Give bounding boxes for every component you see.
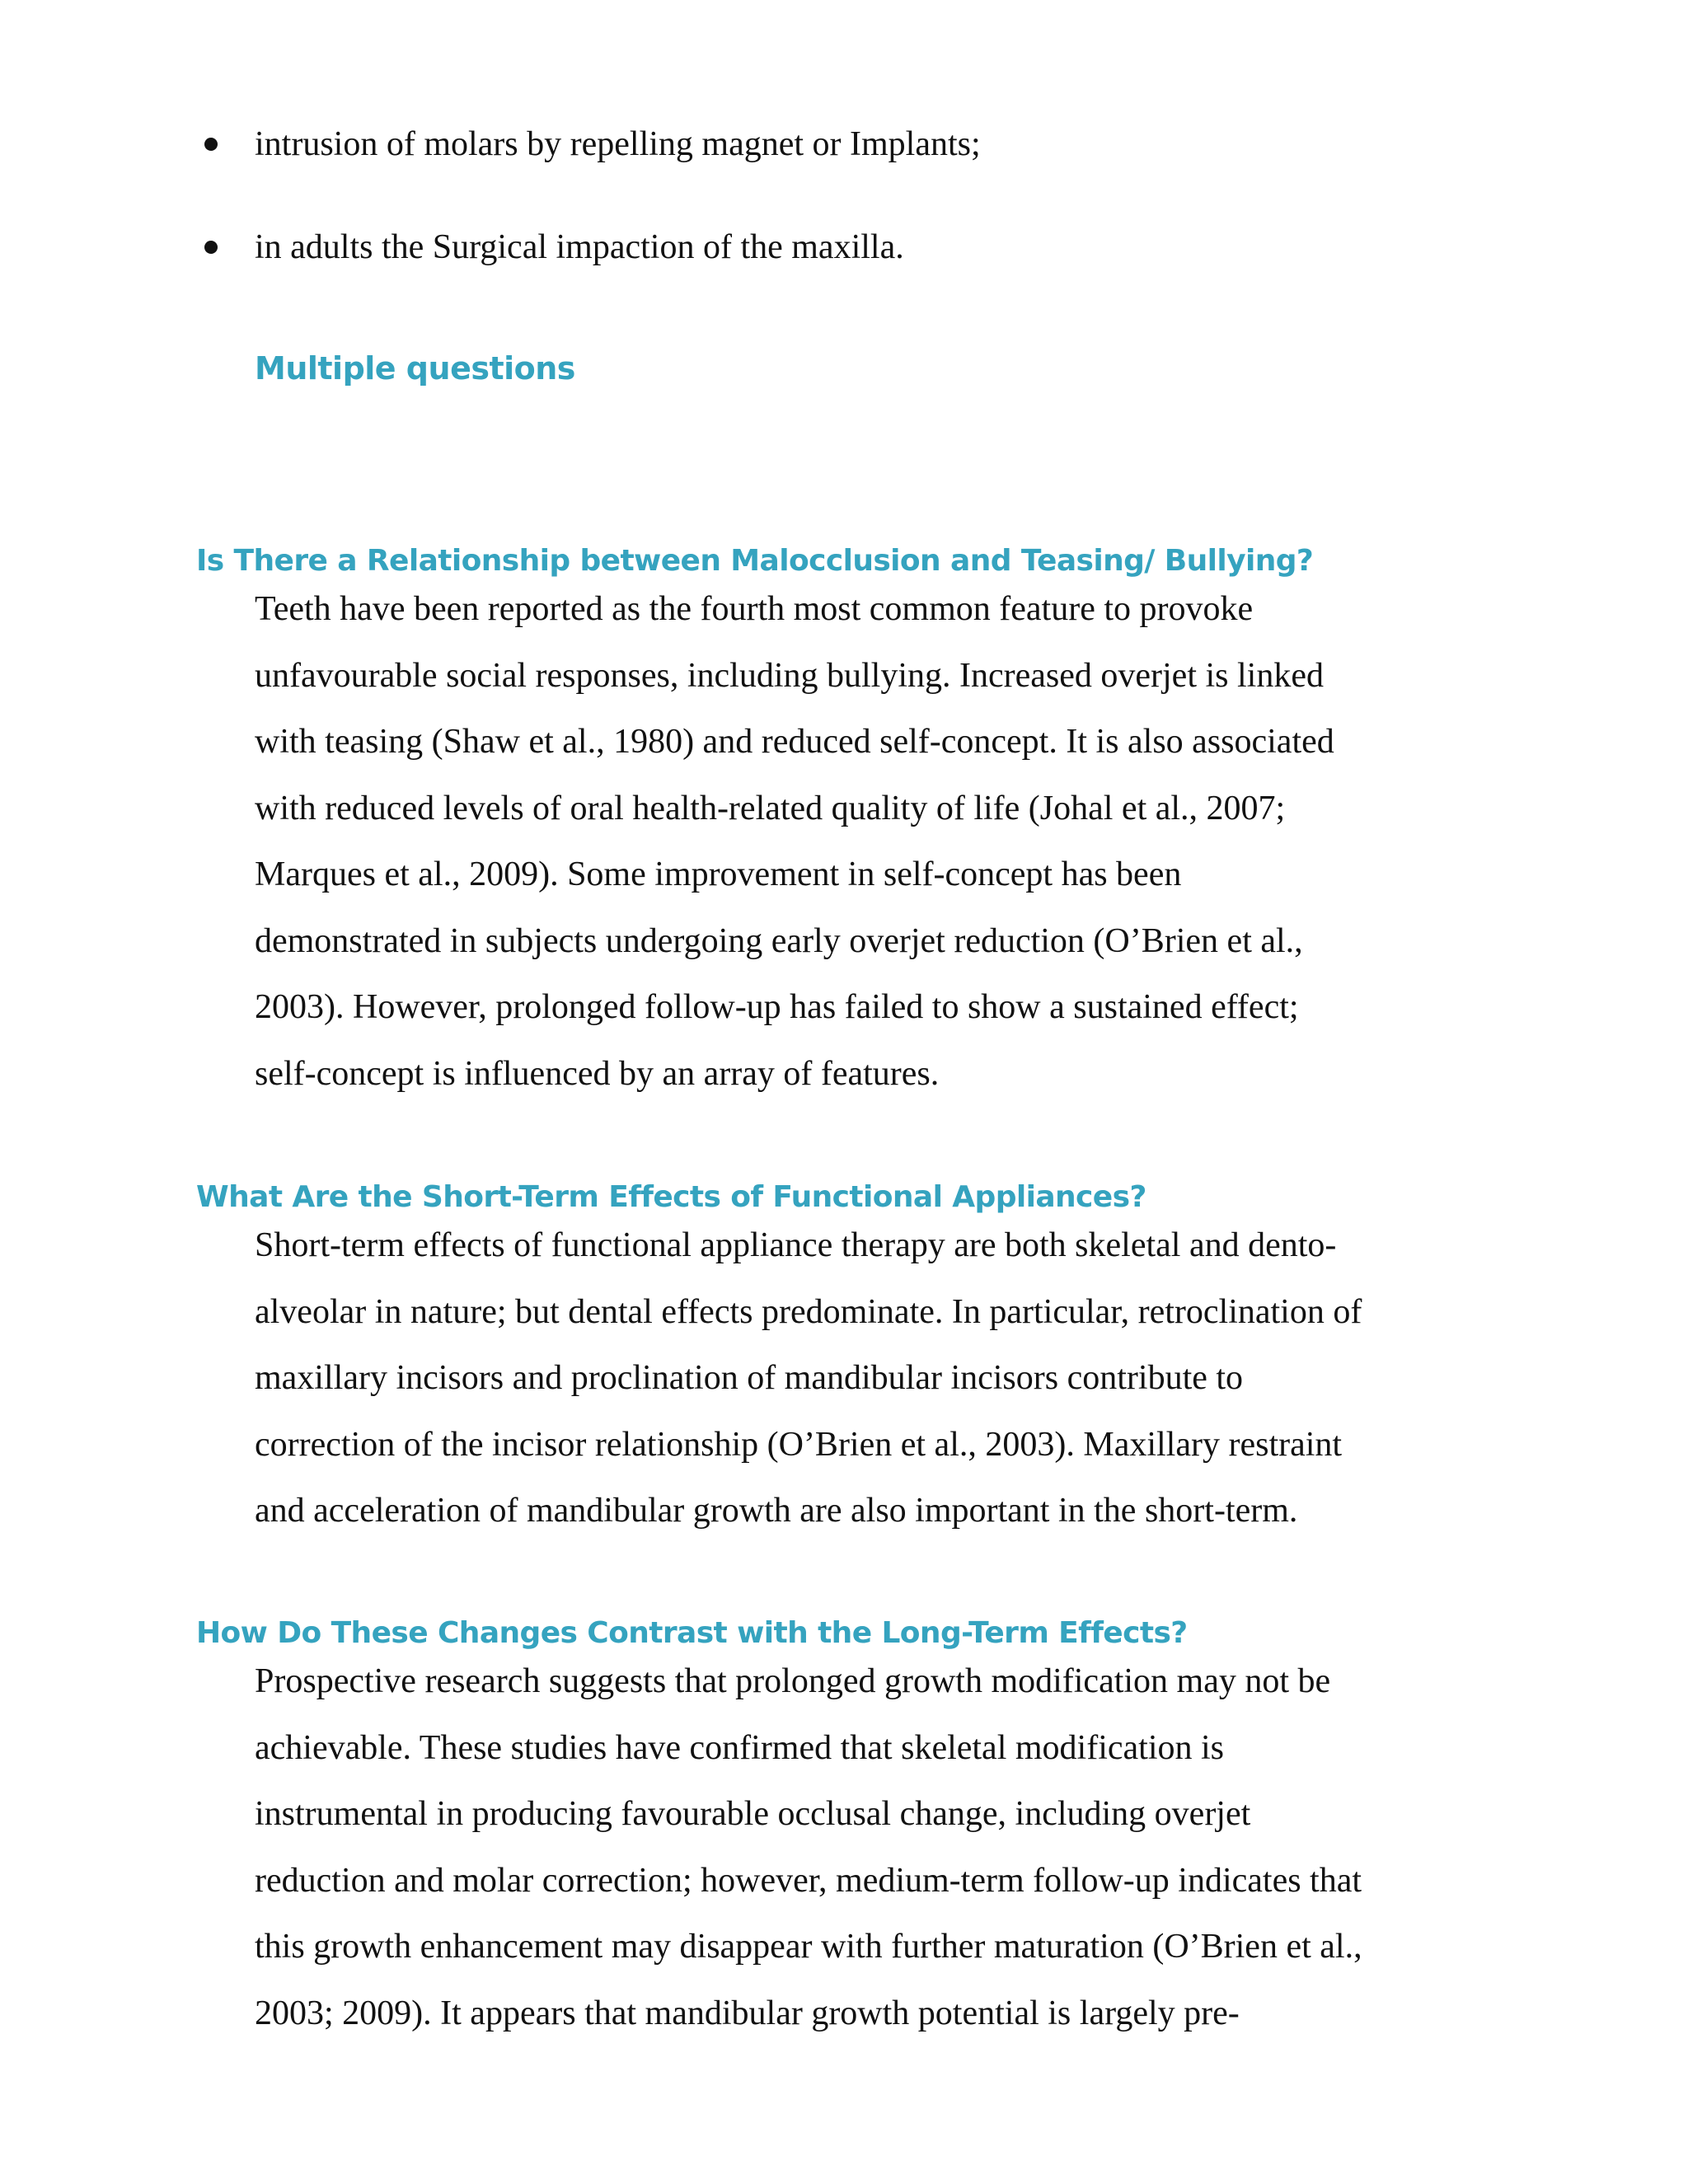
body-line: Teeth have been reported as the fourth most common feature to provoke bbox=[255, 590, 1254, 628]
list-item bbox=[0, 115, 1688, 173]
body-line: 2003; 2009). It appears that mandibular growth potential is largely pre- bbox=[255, 1994, 1240, 2032]
bullet-text: intrusion of molars by repelling magnet or Implants; bbox=[255, 125, 981, 163]
section-body bbox=[255, 576, 1540, 1107]
bullet-icon bbox=[204, 138, 218, 151]
body-line: and acceleration of mandibular growth are also important in the short-term. bbox=[255, 1492, 1298, 1530]
body-line: alveolar in nature; but dental effects predominate. In particular, retroclination of bbox=[255, 1292, 1362, 1331]
body-line: this growth enhancement may disappear with further maturation (O’Brien et al., bbox=[255, 1928, 1362, 1966]
body-line: with teasing (Shaw et al., 1980) and reduced self-concept. It is also associated bbox=[255, 723, 1334, 761]
body-line: reduction and molar correction; however, medium-term follow-up indicates that bbox=[255, 1861, 1362, 1900]
body-line: maxillary incisors and proclination of mandibular incisors contribute to bbox=[255, 1359, 1244, 1397]
body-line: correction of the incisor relationship (O’Brien et al., 2003). Maxillary restraint bbox=[255, 1425, 1343, 1464]
section-heading: Is There a Relationship between Malocclusion and Teasing/ Bullying? bbox=[196, 544, 1314, 578]
list-item bbox=[0, 218, 1688, 276]
body-line: Prospective research suggests that prolonged growth modification may not be bbox=[255, 1662, 1331, 1700]
body-line: with reduced levels of oral health-related quality of life (Johal et al., 2007; bbox=[255, 789, 1286, 827]
section-heading: How Do These Changes Contrast with the Long-Term Effects? bbox=[196, 1616, 1188, 1650]
multiple-questions-heading: Multiple questions bbox=[255, 350, 575, 387]
section-heading: What Are the Short-Term Effects of Functional Appliances? bbox=[196, 1180, 1146, 1214]
body-line: 2003). However, prolonged follow-up has failed to show a sustained effect; bbox=[255, 988, 1299, 1026]
bullet-icon bbox=[204, 241, 218, 254]
body-line: unfavourable social responses, including bullying. Increased overjet is linked bbox=[255, 656, 1324, 695]
body-line: achievable. These studies have confirmed that skeletal modification is bbox=[255, 1728, 1224, 1767]
bullet-text: in adults the Surgical impaction of the maxilla. bbox=[255, 228, 904, 266]
section-body bbox=[255, 1648, 1540, 2046]
body-line: instrumental in producing favourable occlusal change, including overjet bbox=[255, 1795, 1251, 1833]
body-line: Marques et al., 2009). Some improvement in self-concept has been bbox=[255, 855, 1182, 893]
body-line: Short-term effects of functional appliance therapy are both skeletal and dento- bbox=[255, 1226, 1337, 1264]
body-line: demonstrated in subjects undergoing early overjet reduction (O’Brien et al., bbox=[255, 921, 1303, 960]
section-body bbox=[255, 1212, 1540, 1544]
body-line: self-concept is influenced by an array of features. bbox=[255, 1054, 940, 1093]
